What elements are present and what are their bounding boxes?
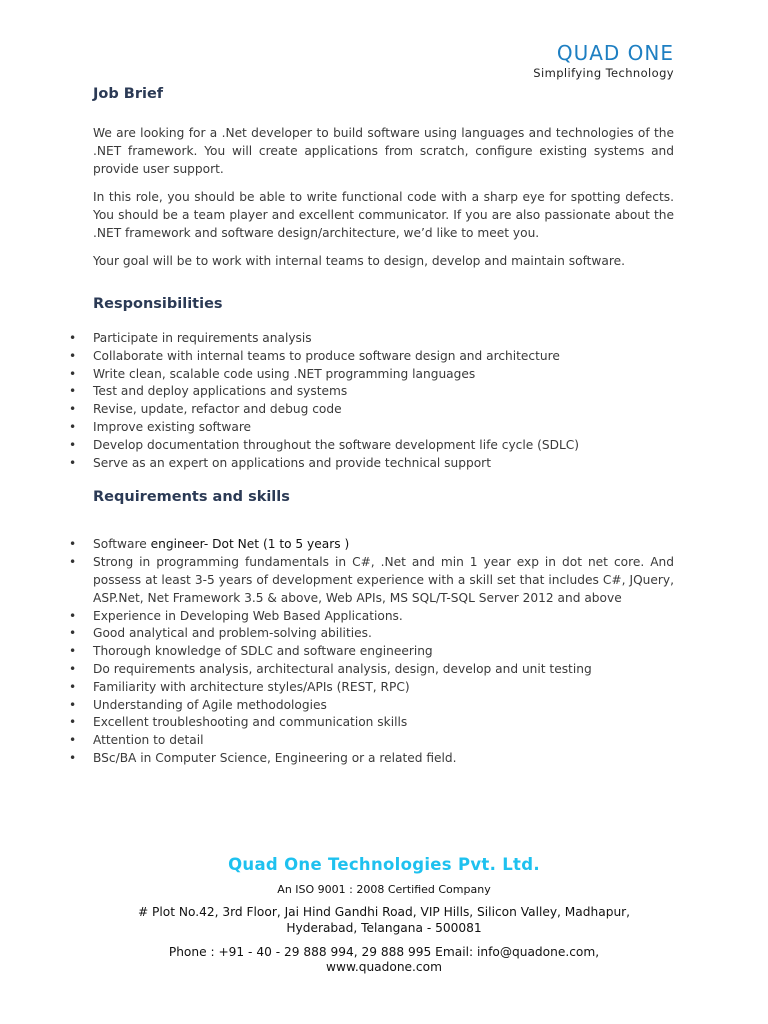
list-item: • Attention to detail bbox=[93, 732, 674, 750]
requirements-list bbox=[93, 536, 674, 767]
list-item: • Strong in programming fundamentals in C#, .Net and min 1 year exp in dot net core. And possess at least 3-5 years of development experience with a skill set that includes C#, JQuery, ASP.Net, Net Framework 3.5 & above, Web APIs, MS SQL/T-SQL Server 2012 and above bbox=[93, 554, 674, 607]
footer-website: www.quadone.com bbox=[326, 960, 442, 974]
footer-iso-certification: An ISO 9001 : 2008 Certified Company bbox=[277, 883, 491, 896]
list-item: • Do requirements analysis, architectural analysis, design, develop and unit testing bbox=[93, 661, 674, 679]
list-item: • Revise, update, refactor and debug code bbox=[93, 401, 674, 419]
job-brief-paragraph: Your goal will be to work with internal teams to design, develop and maintain software. bbox=[93, 254, 625, 268]
document-body bbox=[93, 86, 674, 768]
list-item: • Excellent troubleshooting and communication skills bbox=[93, 714, 674, 732]
company-footer bbox=[0, 855, 768, 975]
footer-address-line: # Plot No.42, 3rd Floor, Jai Hind Gandhi Road, VIP Hills, Silicon Valley, Madhapur, bbox=[137, 905, 631, 919]
list-item: • Improve existing software bbox=[93, 419, 674, 437]
responsibilities-list bbox=[93, 330, 674, 472]
logo-name: QUAD ONE bbox=[556, 41, 674, 65]
list-item-text: Software bbox=[93, 537, 151, 552]
list-item: • Experience in Developing Web Based Applications. bbox=[93, 608, 674, 626]
list-item: • BSc/BA in Computer Science, Engineering or a related field. bbox=[93, 750, 674, 768]
job-brief-heading: Job Brief bbox=[93, 86, 164, 102]
footer-address-line: Hyderabad, Telangana - 500081 bbox=[286, 921, 482, 935]
list-item: • Good analytical and problem-solving abilities. bbox=[93, 625, 674, 643]
job-brief-paragraph: We are looking for a .Net developer to build software using languages and technologies of the .NET framework. You will create applications from scratch, configure existing systems and provide user support. bbox=[93, 126, 674, 176]
list-item: • Write clean, scalable code using .NET programming languages bbox=[93, 366, 674, 384]
logo-tagline: Simplifying Technology bbox=[533, 66, 674, 80]
list-item-highlight: engineer- Dot Net (1 to 5 years ) bbox=[150, 537, 350, 552]
footer-company-name: Quad One Technologies Pvt. Ltd. bbox=[228, 855, 540, 874]
footer-contact bbox=[0, 945, 768, 975]
list-item: • Serve as an expert on applications and provide technical support bbox=[93, 455, 674, 473]
job-brief-paragraph: In this role, you should be able to write functional code with a sharp eye for spotting defects. You should be a team player and excellent communicator. If you are also passionate about the .NET framework and software design/architecture, we’d like to meet you. bbox=[93, 190, 674, 240]
list-item: • Test and deploy applications and systems bbox=[93, 383, 674, 401]
list-item: • Familiarity with architecture styles/APIs (REST, RPC) bbox=[93, 679, 674, 697]
responsibilities-heading: Responsibilities bbox=[93, 296, 223, 312]
list-item: • Understanding of Agile methodologies bbox=[93, 697, 674, 715]
footer-address bbox=[0, 904, 768, 936]
requirements-heading: Requirements and skills bbox=[93, 489, 290, 506]
list-item: • Participate in requirements analysis bbox=[93, 330, 674, 348]
footer-contact-line: Phone : +91 - 40 - 29 888 994, 29 888 995 Email: info@quadone.com, bbox=[168, 945, 600, 959]
list-item: • Collaborate with internal teams to produce software design and architecture bbox=[93, 348, 674, 366]
company-logo bbox=[533, 42, 674, 80]
list-item bbox=[93, 536, 674, 554]
list-item: • Thorough knowledge of SDLC and software engineering bbox=[93, 643, 674, 661]
list-item: • Develop documentation throughout the software development life cycle (SDLC) bbox=[93, 437, 674, 455]
